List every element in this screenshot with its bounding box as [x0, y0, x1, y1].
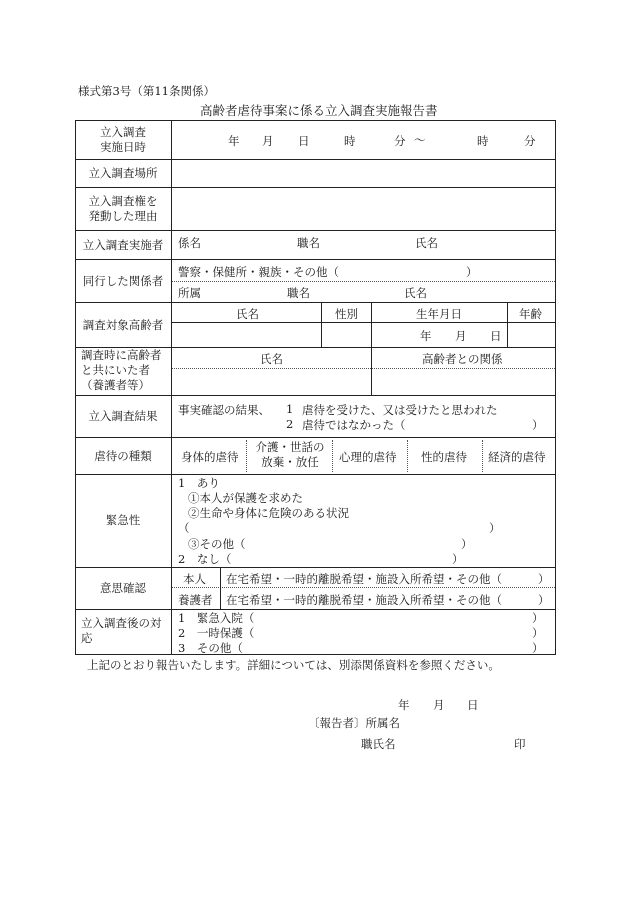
- result-item2-number: 2: [286, 417, 294, 431]
- urgency-label: 緊急性: [105, 513, 141, 527]
- intention-label: 意思確認: [100, 581, 146, 595]
- accompanying-affiliation: 所属: [178, 286, 201, 300]
- accompanying-options: 警察・保健所・親族・その他（: [178, 265, 339, 279]
- result-item1: 虐待を受けた、又は受けたと思われた: [302, 403, 498, 417]
- implementer-affiliation: 係名: [178, 236, 201, 250]
- subject-birth-year: 年: [420, 329, 432, 343]
- row-divider: [75, 302, 556, 303]
- implementer-label: 立入調査実施者: [82, 238, 164, 252]
- result-item1-number: 1: [286, 402, 294, 416]
- urgency-yes: 1 あり: [178, 476, 220, 490]
- abuse-type-label: 虐待の種類: [94, 449, 152, 463]
- urgency-sub3: ③その他（: [188, 537, 246, 551]
- label-column-divider: [171, 120, 172, 655]
- form-number: 様式第3号（第11条関係）: [78, 84, 215, 98]
- subject-label: 調査対象高齢者: [82, 318, 164, 332]
- place-label: 立入調査場所: [88, 166, 158, 180]
- row-divider: [75, 187, 556, 188]
- row-divider: [75, 395, 556, 396]
- intention-dotted-line: [172, 587, 555, 588]
- abuse-type-divider: [407, 440, 408, 472]
- caregiver-col-line: [371, 347, 372, 395]
- caregiver-relation-header: 高齢者との関係: [422, 352, 503, 366]
- urgency-sub2-close: ）: [489, 521, 501, 535]
- intention-caregiver-options: 在宅希望・一時的離脱希望・施設入所希望・その他（: [226, 593, 502, 607]
- subject-name-header: 氏名: [236, 307, 259, 321]
- abuse-type-divider: [482, 440, 483, 472]
- subject-sex-header: 性別: [335, 307, 358, 321]
- result-item2-close: ）: [532, 418, 544, 432]
- accompanying-position: 職名: [287, 286, 310, 300]
- subject-header-line: [172, 322, 555, 323]
- row-divider: [75, 259, 556, 260]
- intention-self-label: 本人: [183, 572, 206, 586]
- subject-birth-month: 月: [455, 329, 467, 343]
- after-item3-close: ）: [532, 641, 544, 655]
- abuse-type-divider: [246, 440, 247, 472]
- datetime-tilde: 〜: [414, 133, 426, 147]
- subject-col-line: [507, 302, 508, 347]
- row-divider: [75, 474, 556, 475]
- result-prefix: 事実確認の結果、: [178, 403, 270, 417]
- datetime-label: 立入調査 実施日時: [100, 125, 146, 154]
- caregiver-label: 調査時に高齢者 と共にいた者 （養護者等）: [81, 348, 162, 392]
- after-item1-close: ）: [532, 611, 544, 625]
- urgency-sub1: ①本人が保護を求めた: [188, 491, 303, 505]
- implementer-position: 職名: [297, 236, 320, 250]
- subject-birthdate-header: 生年月日: [416, 307, 462, 321]
- accompanying-name: 氏名: [404, 286, 427, 300]
- footer-day: 日: [467, 698, 479, 712]
- urgency-sub2-open: （: [178, 521, 190, 535]
- subject-birth-day: 日: [490, 329, 502, 343]
- intention-caregiver-label: 養護者: [178, 593, 213, 607]
- result-item2: 虐待ではなかった（: [302, 418, 406, 432]
- footer-title-name: 職氏名: [361, 737, 396, 751]
- datetime-hour: 時: [344, 134, 356, 148]
- caregiver-dotted-line: [172, 368, 555, 369]
- footer-reporter: 〔報告者〕所属名: [308, 716, 400, 730]
- datetime-minute: 分: [394, 134, 406, 148]
- abuse-sexual: 性的虐待: [421, 450, 467, 464]
- urgency-no-close: ）: [452, 552, 464, 566]
- datetime-year: 年: [228, 134, 240, 148]
- reason-label: 立入調査権を 発動した理由: [88, 194, 158, 223]
- row-divider: [75, 609, 556, 610]
- row-divider: [75, 567, 556, 568]
- urgency-no: 2 なし（: [178, 552, 232, 566]
- footer-note: 上記のとおり報告いたします。詳細については、別添関係資料を参照ください。: [87, 658, 500, 672]
- accompanying-dotted-line: [172, 281, 555, 282]
- intention-self-close: ）: [538, 572, 550, 586]
- after-item1: 1 緊急入院（: [178, 611, 255, 625]
- after-label: 立入調査後の対 応: [81, 616, 162, 645]
- footer-year: 年: [398, 698, 410, 712]
- datetime-day: 日: [298, 134, 310, 148]
- subject-col-line: [371, 302, 372, 347]
- abuse-neglect: 介護・世話の 放棄・放任: [255, 440, 325, 469]
- accompanying-label: 同行した関係者: [82, 274, 164, 288]
- after-item2: 2 一時保護（: [178, 626, 255, 640]
- footer-month: 月: [433, 698, 445, 712]
- intention-self-options: 在宅希望・一時的離脱希望・施設入所希望・その他（: [226, 572, 502, 586]
- datetime-minute-end: 分: [524, 134, 536, 148]
- footer-seal: 印: [514, 737, 526, 751]
- abuse-psychological: 心理的虐待: [339, 450, 397, 464]
- urgency-sub3-close: ）: [461, 537, 473, 551]
- abuse-type-divider: [332, 440, 333, 472]
- result-label: 立入調査結果: [88, 409, 158, 423]
- urgency-sub2: ②生命や身体に危険のある状況: [188, 506, 349, 520]
- row-divider: [75, 230, 556, 231]
- caregiver-name-header: 氏名: [260, 352, 283, 366]
- abuse-economic: 経済的虐待: [488, 450, 546, 464]
- implementer-name: 氏名: [415, 236, 438, 250]
- subject-col-line: [321, 302, 322, 347]
- accompanying-close: ）: [466, 265, 478, 279]
- page-title: 高齢者虐待事案に係る立入調査実施報告書: [200, 103, 438, 118]
- row-divider: [75, 159, 556, 160]
- subject-age-header: 年齢: [519, 307, 542, 321]
- intention-caregiver-close: ）: [538, 593, 550, 607]
- datetime-month: 月: [262, 134, 274, 148]
- after-item3: 3 その他（: [178, 641, 243, 655]
- intention-col-line: [220, 567, 221, 609]
- after-item2-close: ）: [532, 626, 544, 640]
- row-divider: [75, 437, 556, 438]
- abuse-physical: 身体的虐待: [181, 450, 239, 464]
- datetime-hour-end: 時: [477, 134, 489, 148]
